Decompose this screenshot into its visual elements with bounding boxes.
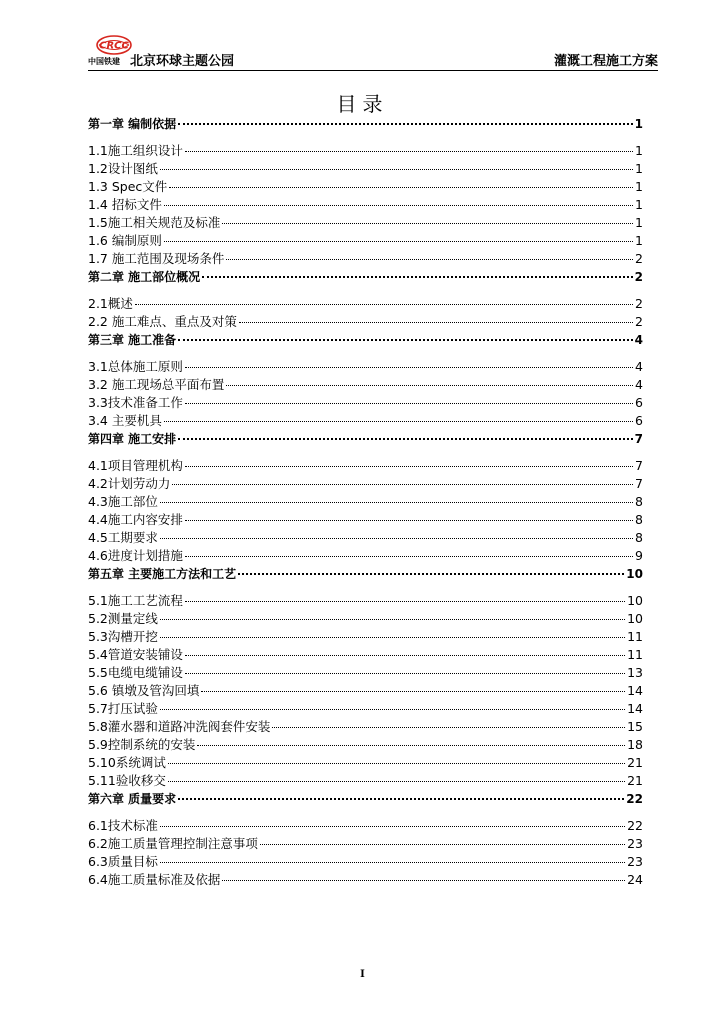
toc-entry-title: 4.5工期要求 xyxy=(88,530,158,545)
toc-dot-leader xyxy=(160,709,625,710)
toc-section-entry[interactable] xyxy=(88,700,643,718)
toc-page-number: 1 xyxy=(635,179,643,194)
toc-page-number: 15 xyxy=(627,719,643,734)
toc-page-number: 8 xyxy=(635,512,643,527)
toc-dot-leader xyxy=(185,151,633,152)
toc-dot-leader xyxy=(160,637,625,638)
toc-dot-leader xyxy=(160,826,625,827)
toc-page-number: 4 xyxy=(635,359,643,374)
toc-page-number: 1 xyxy=(635,233,643,248)
toc-page-number: 23 xyxy=(627,836,643,851)
toc-section-entry[interactable] xyxy=(88,178,643,196)
toc-section-entry[interactable] xyxy=(88,772,643,790)
toc-section-entry[interactable] xyxy=(88,394,643,412)
toc-dot-leader xyxy=(164,421,633,422)
toc-page-number: 2 xyxy=(635,296,643,311)
toc-page-number: 10 xyxy=(627,611,643,626)
toc-entry-title: 3.4 主要机具 xyxy=(88,413,162,428)
toc-page-number: 22 xyxy=(626,792,643,806)
page-number: I xyxy=(360,969,365,980)
toc-entry-title: 5.6 镇墩及管沟回填 xyxy=(88,683,200,698)
toc-page-number: 11 xyxy=(627,647,643,662)
toc-dot-leader xyxy=(185,601,625,602)
toc-page-number: 7 xyxy=(634,432,643,446)
toc-dot-leader xyxy=(185,673,625,674)
toc-dot-leader xyxy=(185,403,633,404)
toc-dot-leader xyxy=(202,276,632,278)
toc-page-number: 21 xyxy=(627,773,643,788)
toc-section-entry[interactable] xyxy=(88,475,643,493)
toc-section-entry[interactable] xyxy=(88,376,643,394)
toc-entry-title: 6.2施工质量管理控制注意事项 xyxy=(88,836,258,851)
toc-dot-leader xyxy=(222,880,625,881)
toc-chapter-entry[interactable] xyxy=(88,115,643,133)
toc-entry-title: 5.5电缆电缆铺设 xyxy=(88,665,183,680)
toc-entry-title: 第三章 施工准备 xyxy=(88,333,177,347)
toc-dot-leader xyxy=(226,385,633,386)
toc-dot-leader xyxy=(260,844,625,845)
toc-page-number: 2 xyxy=(634,270,643,284)
toc-entry-title: 6.3质量目标 xyxy=(88,854,158,869)
toc-page-number: 23 xyxy=(627,854,643,869)
toc-entry-title: 5.4管道安装铺设 xyxy=(88,647,183,662)
toc-entry-title: 4.2计划劳动力 xyxy=(88,476,171,491)
toc-dot-leader xyxy=(178,438,632,440)
toc-entry-title: 1.2设计图纸 xyxy=(88,161,158,176)
toc-entry-title: 5.2测量定线 xyxy=(88,611,158,626)
toc-section-entry[interactable] xyxy=(88,457,643,475)
toc-chapter-entry[interactable] xyxy=(88,565,643,583)
toc-section-entry[interactable] xyxy=(88,853,643,871)
toc-entry-title: 5.1施工工艺流程 xyxy=(88,593,183,608)
toc-entry-title: 3.3技术准备工作 xyxy=(88,395,183,410)
toc-section-entry[interactable] xyxy=(88,628,643,646)
toc-page-number: 8 xyxy=(635,530,643,545)
toc-dot-leader xyxy=(168,781,625,782)
toc-page-number: 9 xyxy=(635,548,643,563)
toc-entry-title: 第四章 施工安排 xyxy=(88,432,177,446)
toc-dot-leader xyxy=(160,862,625,863)
toc-dot-leader xyxy=(178,798,624,800)
toc-section-entry[interactable] xyxy=(88,646,643,664)
toc-page-number: 2 xyxy=(635,251,643,266)
toc-section-entry[interactable] xyxy=(88,511,643,529)
toc-entry-title: 2.1概述 xyxy=(88,296,133,311)
toc-page-number: 10 xyxy=(626,567,643,581)
toc-section-entry[interactable] xyxy=(88,610,643,628)
toc-dot-leader xyxy=(178,123,632,125)
toc-entry-title: 4.3施工部位 xyxy=(88,494,158,509)
toc-page-number: 6 xyxy=(635,395,643,410)
toc-section-entry[interactable] xyxy=(88,835,643,853)
toc-entry-title: 1.5施工相关规范及标准 xyxy=(88,215,221,230)
toc-page-number: 1 xyxy=(635,161,643,176)
toc-page-number: 22 xyxy=(627,818,643,833)
toc-section-entry[interactable] xyxy=(88,547,643,565)
toc-entry-title: 4.1项目管理机构 xyxy=(88,458,183,473)
toc-entry-title: 4.4施工内容安排 xyxy=(88,512,183,527)
toc-dot-leader xyxy=(185,367,633,368)
toc-dot-leader xyxy=(272,727,625,728)
toc-page-number: 1 xyxy=(634,117,643,131)
toc-page-number: 4 xyxy=(635,377,643,392)
toc-entry-title: 5.10系统调试 xyxy=(88,755,166,770)
toc-page-number: 11 xyxy=(627,629,643,644)
toc-entry-title: 5.8灌水器和道路冲洗阀套件安装 xyxy=(88,719,271,734)
toc-section-entry[interactable] xyxy=(88,718,643,736)
toc-dot-leader xyxy=(222,223,633,224)
toc-section-entry[interactable] xyxy=(88,214,643,232)
toc-section-entry[interactable] xyxy=(88,592,643,610)
toc-dot-leader xyxy=(172,484,633,485)
toc-page-number: 8 xyxy=(635,494,643,509)
toc-entry-title: 1.6 编制原则 xyxy=(88,233,162,248)
toc-dot-leader xyxy=(160,502,633,503)
toc-entry-title: 5.11验收移交 xyxy=(88,773,166,788)
toc-section-entry[interactable] xyxy=(88,313,643,331)
toc-page-number: 1 xyxy=(635,215,643,230)
toc-page-number: 18 xyxy=(627,737,643,752)
toc-chapter-entry[interactable] xyxy=(88,430,643,448)
toc-page-number: 6 xyxy=(635,413,643,428)
toc-section-entry[interactable] xyxy=(88,196,643,214)
toc-dot-leader xyxy=(160,538,633,539)
toc-dot-leader xyxy=(135,304,633,305)
toc-section-entry[interactable] xyxy=(88,358,643,376)
toc-section-entry[interactable] xyxy=(88,250,643,268)
toc-dot-leader xyxy=(164,205,633,206)
toc-dot-leader xyxy=(238,573,624,575)
toc-dot-leader xyxy=(185,520,633,521)
toc-dot-leader xyxy=(201,691,625,692)
toc-section-entry[interactable] xyxy=(88,232,643,250)
toc-dot-leader xyxy=(226,259,633,260)
toc-dot-leader xyxy=(185,466,633,467)
toc-page-number: 1 xyxy=(635,143,643,158)
toc-section-entry[interactable] xyxy=(88,664,643,682)
toc-entry-title: 3.2 施工现场总平面布置 xyxy=(88,377,225,392)
toc-dot-leader xyxy=(169,187,633,188)
toc-entry-title: 5.3沟槽开挖 xyxy=(88,629,158,644)
toc-dot-leader xyxy=(178,339,632,341)
toc-page-number: 2 xyxy=(635,314,643,329)
toc-entry-title: 第五章 主要施工方法和工艺 xyxy=(88,567,237,581)
toc-page-number: 21 xyxy=(627,755,643,770)
toc-section-entry[interactable] xyxy=(88,817,643,835)
toc-page-number: 10 xyxy=(627,593,643,608)
toc-section-entry[interactable] xyxy=(88,493,643,511)
toc-entry-title: 第六章 质量要求 xyxy=(88,792,177,806)
toc-entry-title: 1.1施工组织设计 xyxy=(88,143,183,158)
toc-chapter-entry[interactable] xyxy=(88,268,643,286)
page-header xyxy=(88,34,658,71)
toc-section-entry[interactable] xyxy=(88,295,643,313)
toc-page-number: 14 xyxy=(627,683,643,698)
toc-page-number: 7 xyxy=(635,476,643,491)
toc-page-number: 4 xyxy=(634,333,643,347)
toc-chapter-entry[interactable] xyxy=(88,790,643,808)
toc-page-number: 14 xyxy=(627,701,643,716)
toc-entry-title: 第二章 施工部位概况 xyxy=(88,270,201,284)
toc-page-number: 7 xyxy=(635,458,643,473)
toc-entry-title: 1.4 招标文件 xyxy=(88,197,162,212)
toc-page-number: 1 xyxy=(635,197,643,212)
toc-entry-title: 5.9控制系统的安装 xyxy=(88,737,196,752)
table-of-contents xyxy=(88,115,643,889)
toc-section-entry[interactable] xyxy=(88,160,643,178)
toc-entry-title: 6.1技术标准 xyxy=(88,818,158,833)
toc-entry-title: 3.1总体施工原则 xyxy=(88,359,183,374)
toc-section-entry[interactable] xyxy=(88,682,643,700)
toc-section-entry[interactable] xyxy=(88,736,643,754)
toc-section-entry[interactable] xyxy=(88,754,643,772)
toc-section-entry[interactable] xyxy=(88,871,643,889)
toc-section-entry[interactable] xyxy=(88,142,643,160)
toc-page-number: 24 xyxy=(627,872,643,887)
toc-dot-leader xyxy=(164,241,633,242)
toc-dot-leader xyxy=(239,322,633,323)
logo-caption: 中国铁建 xyxy=(88,57,120,66)
toc-entry-title: 1.7 施工范围及现场条件 xyxy=(88,251,225,266)
toc-dot-leader xyxy=(185,556,633,557)
toc-entry-title: 4.6进度计划措施 xyxy=(88,548,183,563)
page-title: 目录 xyxy=(336,92,389,116)
header-document-title: 灌溉工程施工方案 xyxy=(553,54,658,69)
toc-dot-leader xyxy=(185,655,625,656)
toc-entry-title: 1.3 Spec文件 xyxy=(88,179,168,194)
toc-dot-leader xyxy=(160,619,625,620)
header-project-name: 北京环球主题公园 xyxy=(130,54,235,69)
logo-text: CRCC xyxy=(99,40,129,52)
toc-dot-leader xyxy=(197,745,625,746)
toc-entry-title: 6.4施工质量标准及依据 xyxy=(88,872,221,887)
toc-page-number: 13 xyxy=(627,665,643,680)
toc-dot-leader xyxy=(160,169,633,170)
toc-section-entry[interactable] xyxy=(88,529,643,547)
toc-entry-title: 5.7打压试验 xyxy=(88,701,158,716)
toc-dot-leader xyxy=(168,763,625,764)
toc-section-entry[interactable] xyxy=(88,412,643,430)
toc-entry-title: 第一章 编制依据 xyxy=(88,117,177,131)
toc-chapter-entry[interactable] xyxy=(88,331,643,349)
toc-entry-title: 2.2 施工难点、重点及对策 xyxy=(88,314,237,329)
